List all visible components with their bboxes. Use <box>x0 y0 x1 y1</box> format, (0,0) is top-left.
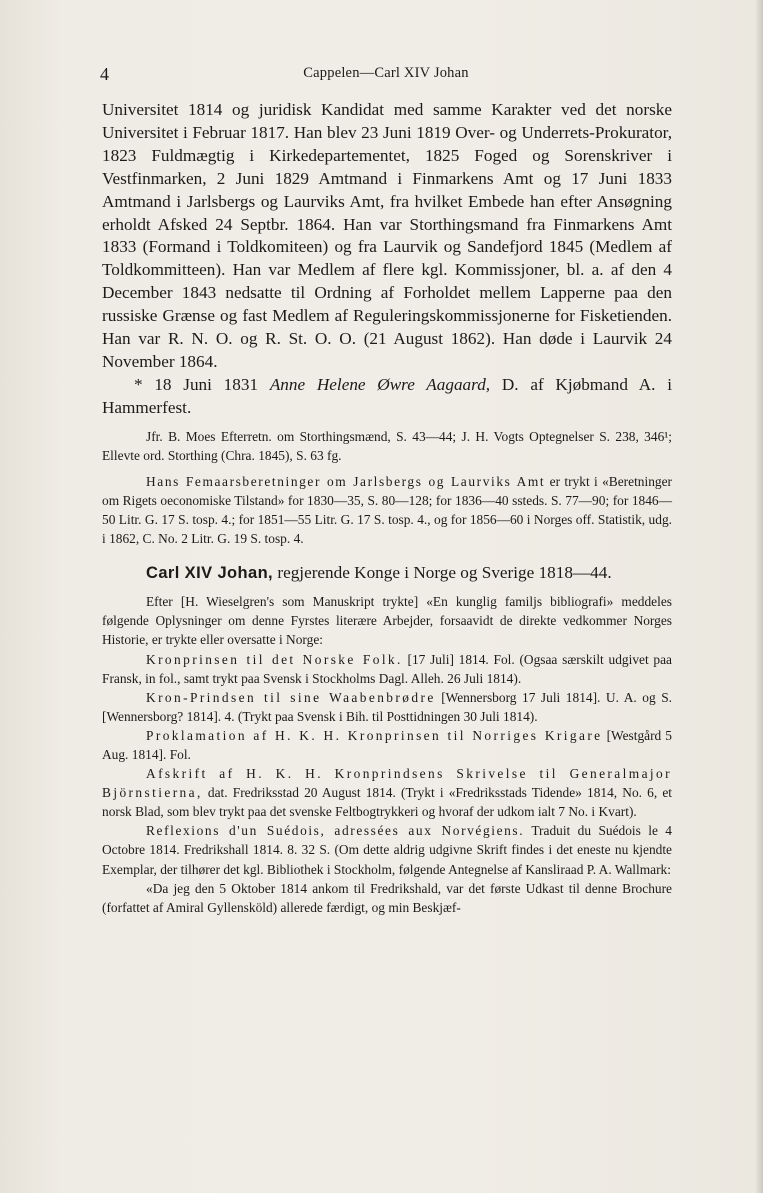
entry-title: Afskrift af H. K. H. Kronprindsens Skrivelse til Generalmajor Björnstierna, <box>102 766 672 801</box>
entry-title: Reflexions d'un Suédois, adressées aux Norvégiens. <box>146 823 525 839</box>
entry-waabenbrodre <box>102 688 672 726</box>
entry-reflexions <box>102 821 672 878</box>
running-head: Cappelen—Carl XIV Johan <box>303 65 469 81</box>
marriage-detail: D. af Kjøbmand A. i Hammerfest. <box>102 374 673 417</box>
page-edge-shadow <box>755 0 763 1193</box>
report-detail: er trykt i «Beretninger om Rigets oeconomiske Tilstand» for 1830—35, S. 80—128; for 1836—40 ssteds. S. 77—90; for 1846—50 Litr. G. 17 S. tosp. 4.; for 1851—55 Litr. G. 17 S. tosp. 4., og for 1856—60 i Norges off. Statistik, udg. i 1862, C. No. 2 Litr. G. 19 S. tosp. 4. <box>102 473 672 547</box>
entry-title: Kron-Prindsen til sine Waabenbrødre <box>146 689 436 705</box>
page-number: 4 <box>100 64 109 84</box>
marriage-line <box>102 374 672 420</box>
entry-detail: dat. Fredriksstad 20 August 1814. (Trykt i «Fredriksstads Tidende» 1814, No. 6, et norsk Blad, som blev trykt paa det svenske Feltbogtrykkeri og hvoraf der udkom ialt 7 No. i Kvart). <box>102 785 672 820</box>
section-name: Carl XIV Johan, <box>146 564 274 583</box>
entry-title: Proklamation af H. K. H. Kronprinsen til Norriges Krigare <box>146 727 603 743</box>
entry-detail: [Wennersborg 17 Juli 1814]. U. A. og S. [Wennersborg? 1814]. 4. (Trykt paa Svensk i Bih. til Posttidningen 30 Juli 1814). <box>102 689 672 724</box>
intro-paragraph: Efter [H. Wieselgren's som Manuskript trykte] «En kunglig familjs bibliografi» meddeles følgende Oplysninger om denne Fyrstes literære Arbejder, forsaavidt de direkte vedkommer Norges Historie, er trykte eller oversatte i Norge: <box>102 594 672 648</box>
entry-kronprinsen <box>102 650 672 688</box>
report-note <box>102 472 672 548</box>
spouse-name: Anne Helene Øwre Aagaard, <box>269 374 491 394</box>
quote-paragraph: «Da jeg den 5 Oktober 1814 ankom til Fredrikshald, var det første Udkast til denne Brochure (forfattet af Amiral Gyllensköld) allerede færdigt, og min Beskjæf- <box>102 880 672 915</box>
entry-detail: [17 Juli] 1814. Fol. (Ogsaa særskilt udgivet paa Fransk, in fol., samt trykt paa Svensk i Stockholms Dagl. Alleh. 26 Juli 1814). <box>102 651 672 686</box>
biography-paragraph: Universitet 1814 og juridisk Kandidat med samme Karakter ved det norske Universitet i Februar 1817. Han blev 23 Juni 1819 Over- og Underrets-Prokurator, 1823 Fuldmægtig i Kirkedepartementet, 1825 Foged og Sorenskriver i Vestfinmarken, 2 Juni 1829 Amtmand i Finmarkens Amt og 17 Juni 1833 Amtmand i Jarlsbergs og Laurviks Amt, fra hvilket Embede han efter Ansøgning erholdt Afsked 24 Septbr. 1864. Han var Storthingsmand fra Finmarkens Amt 1833 (Formand i Toldkomiteen) og fra Laurvik og Sandefjord 1845 (Medlem af Toldkommitteen). Han var Medlem af flere kgl. Kommissjoner, bl. a. af den 4 December 1843 nedsatte til Ordning af Forholdet mellem Lapperne paa den russiske Grænse og fast Medlem af Reguleringskommissjonerne for Fisketienden. Han var R. N. O. og R. St. O. O. (21 August 1862). Han døde i Laurvik 24 November 1864. <box>102 100 672 371</box>
marriage-date: * 18 Juni 1831 <box>134 374 270 394</box>
report-title: Hans Femaarsberetninger om Jarlsbergs og Laurviks Amt <box>146 473 546 489</box>
section-title: regjerende Konge i Norge og Sverige 1818—44. <box>273 563 612 583</box>
entry-detail: [Westgård 5 Aug. 1814]. Fol. <box>102 727 672 762</box>
section-heading <box>102 562 672 584</box>
entry-title: Kronprinsen til det Norske Folk. <box>146 651 403 667</box>
entry-detail: Traduit du Suédois le 4 Octobre 1814. Fredrikshall 1814. 8. 32 S. (Om dette aldrig udgivne Skrift findes i det eneste nu kjendte Exemplar, der tilhører det kgl. Bibliothek i Stockholm, følgende Antegnelse af Kansliraad P. A. Wallmark: <box>102 823 672 877</box>
entry-proklamation <box>102 726 672 764</box>
entry-afskrift <box>102 764 672 821</box>
page-header <box>100 64 672 84</box>
reference-note: Jfr. B. Moes Efterretn. om Storthingsmænd, S. 43—44; J. H. Vogts Optegnelser S. 238, 346¹; Ellevte ord. Storthing (Chra. 1845), S. 63 fg. <box>102 428 672 463</box>
page-body <box>102 99 672 917</box>
